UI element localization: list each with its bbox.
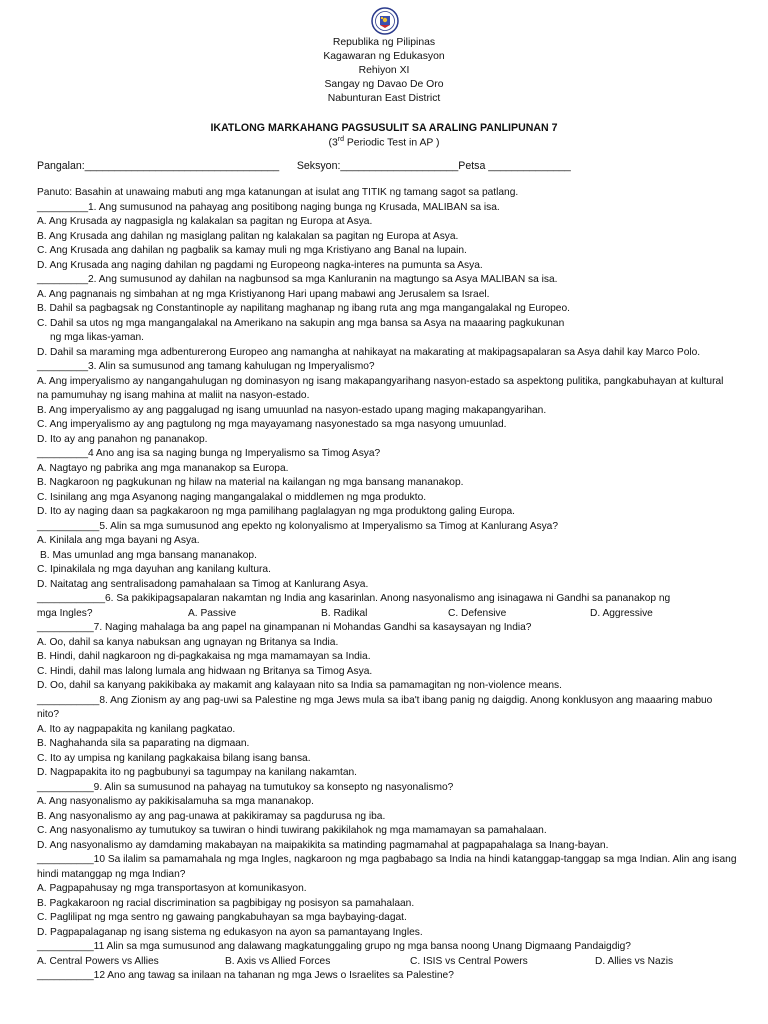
choice: C. Ito ay umpisa ng kanilang pagkakaisa bilang isang bansa. — [37, 752, 311, 764]
header-line: Republika ng Pilipinas — [332, 37, 436, 48]
choice: D. Oo, dahil sa kanyang pakikibaka ay makamit ang kalayaan nito sa India sa pamamagitan ng non-violence means. — [37, 680, 562, 691]
choice: A. Ang pagnanais ng simbahan at ng mga Kristiyanong Hari upang mabawi ang Jerusalem sa Israel. — [37, 288, 490, 300]
choice: B. Nagkaroon ng pagkukunan ng hilaw na material na kailangan ng mga bansang mananakop. — [37, 477, 464, 488]
question: _________1. Ang sumusunod na pahayag ang positibong naging bunga ng Krusada, MALIBAN sa isa. — [37, 201, 500, 213]
choice: A. Ang nasyonalismo ay pakikisalamuha sa mga mananakop. — [37, 796, 314, 807]
choice: C. Ipinakilala ng mga dayuhan ang kanilang kultura. — [37, 564, 271, 575]
choice: B. Ang nasyonalismo ay ang pag-unawa at pakikiramay sa pagdurusa ng iba. — [37, 810, 386, 822]
choice: C. Dahil sa utos ng mga mangangalakal na Amerikano na sakupin ang mga bansa sa Asya na maaaring pagkukunan — [37, 317, 565, 329]
choice: B. Ang imperyalismo ay ang paggalugad ng isang umuunlad na nasyon-estado upang maging makapangyarihan. — [37, 404, 547, 416]
choice: D. Ang nasyonalismo ay damdaming makabayan na maipakikita sa matinding pagmamahal at pagpapahalaga sa Inang-bayan. — [37, 839, 609, 851]
question: ___________5. Alin sa mga sumusunod ang epekto ng kolonyalismo at Imperyalismo sa Timog at Kanlurang Asya? — [37, 520, 559, 532]
header-line: Nabunturan East District — [327, 93, 441, 104]
question: _________3. Alin sa sumusunod ang tamang kahulugan ng Imperyalismo? — [37, 361, 375, 372]
question: ____________6. Sa pakikipagsapalaran nakamtan ng India ang kasarinlan. Anong nasyonalismo ang isinagawa ni Gandhi sa pananakop ng — [37, 593, 671, 604]
choice: C. Paglilipat ng mga sentro ng gawaing pangkabuhayan sa mga baybaying-dagat. — [37, 912, 407, 923]
choice: ng mga likas-yaman. — [50, 332, 144, 343]
deped-seal-icon — [371, 7, 399, 35]
header-line: Kagawaran ng Edukasyon — [323, 51, 445, 62]
choice: D. Naitatag ang sentralisadong pamahalaan sa Timog at Kanlurang Asya. — [37, 578, 369, 590]
choice: C. Ang imperyalismo ay ang pagtulong ng mga mayayamang nasyonestado sa mga nasyong umuunlad. — [37, 419, 507, 430]
choice: B. Axis vs Allied Forces — [225, 955, 331, 967]
student-fields — [37, 160, 571, 172]
question: __________11 Alin sa mga sumusunod ang dalawang magkatunggaling grupo ng mga bansa noong Unang Digmaang Pandaigdig? — [37, 941, 631, 952]
choice: B. Dahil sa pagbagsak ng Constantinople ay napilitang maghanap ng ibang ruta ang mga mangangalakal ng Europeo. — [37, 303, 570, 314]
choice: A. Kinilala ang mga bayani ng Asya. — [37, 535, 200, 546]
choice: B. Naghahanda sila sa paparating na digmaan. — [37, 738, 250, 749]
choice: D. Nagpapakita ito ng pagbubunyi sa tagumpay na kanilang nakamtan. — [37, 767, 357, 778]
question: __________10 Sa ilalim sa pamamahala ng mga Ingles, nagkaroon ng mga pagbabago sa India na hindi katanggap-tanggap sa mga Indian. Alin ang isang hindi matanggap ng mga Indian? — [37, 854, 737, 880]
name-label: Pangalan: — [37, 160, 85, 172]
choice: C. Ang nasyonalismo ay tumutukoy sa tuwiran o hindi tuwirang pakikilahok ng mga mamamayan sa pamahalaan. — [37, 825, 547, 836]
choice: A. Passive — [188, 607, 237, 619]
question-continued: mga Ingles? — [37, 607, 93, 619]
test-title: IKATLONG MARKAHANG PAGSUSULIT SA ARALING PANLIPUNAN 7 — [210, 122, 558, 134]
choice: C. Defensive — [448, 607, 507, 619]
section-label: Seksyon: — [296, 160, 341, 172]
question: ___________8. Ang Zionism ay ang pag-uwi sa Palestine ng mga Jews mula sa iba't ibang panig ng daigdig. Anong konklusyon ang maaaring mabuo nito? — [37, 694, 713, 720]
choice: B. Mas umunlad ang mga bansang mananakop. — [40, 549, 257, 561]
choice: A. Central Powers vs Allies — [37, 955, 159, 967]
choice: C. Hindi, dahil mas lalong lumala ang hidwaan ng Britanya sa Timog Asya. — [37, 665, 373, 677]
choice: A. Nagtayo ng pabrika ang mga mananakop sa Europa. — [37, 462, 289, 474]
choice: B. Pagkakaroon ng racial discrimination sa pagbibigay ng posisyon sa pamahalaan. — [37, 897, 415, 909]
choice: A. Ang imperyalismo ay nangangahulugan ng dominasyon ng isang makapangyarihang nasyon-estado sa aspektong pulitika, pangkabuhayan at kultural na pamumuhay ng isang mahina at maliit na nasyon-estado. — [37, 375, 724, 401]
instructions: Panuto: Basahin at unawaing mabuti ang mga katanungan at isulat ang TITIK ng tamang sagot sa patlang. — [37, 187, 519, 198]
choice: C. Isinilang ang mga Asyanong naging mangangalakal o middlemen ng mga produkto. — [37, 491, 427, 503]
choice: A. Oo, dahil sa kanya nabuksan ang ugnayan ng Britanya sa India. — [37, 636, 339, 648]
choice: C. Ang Krusada ang dahilan ng pagbalik sa kamay muli ng mga Kristiyano ang Banal na lupain. — [37, 245, 467, 256]
question: __________7. Naging mahalaga ba ang papel na ginampanan ni Mohandas Gandhi sa kasaysayan ng India? — [37, 622, 532, 633]
choice: B. Hindi, dahil nagkaroon ng di-pagkakaisa ng mga mamamayan sa India. — [37, 651, 371, 662]
header-line: Rehiyon XI — [358, 65, 410, 76]
question: __________9. Alin sa sumusunod na pahayag na tumutukoy sa konsepto ng nasyonalismo? — [37, 781, 454, 793]
choice: D. Ito ay ang panahon ng pananakop. — [37, 433, 208, 445]
choice: D. Pagpapalaganap ng isang sistema ng edukasyon na ayon sa pamantayang Ingles. — [37, 926, 423, 938]
choice: D. Allies vs Nazis — [595, 955, 674, 967]
choice: D. Ang Krusada ang naging dahilan ng pagdami ng Europeong nagka-interes na pumunta sa Asya. — [37, 259, 483, 271]
question: __________12 Ano ang tawag sa inilaan na tahanan ng mga Jews o Israelites sa Palestine? — [37, 970, 454, 981]
name-field[interactable]: _________________________________ — [84, 160, 280, 172]
header-line: Sangay ng Davao De Oro — [324, 79, 444, 90]
choice: C. ISIS vs Central Powers — [410, 955, 528, 967]
choice: B. Ang Krusada ang dahilan ng masiglang palitan ng kalakalan sa pagitan ng Europa at Asya. — [37, 230, 459, 242]
date-field[interactable]: ______________ — [488, 160, 571, 172]
choice: A. Pagpapahusay ng mga transportasyon at komunikasyon. — [37, 883, 307, 894]
test-subtitle: (3rd Periodic Test in AP ) — [328, 136, 440, 149]
choices-inline — [37, 955, 737, 970]
date-label: Petsa — [458, 160, 486, 172]
question: _________4 Ano ang isa sa naging bunga ng Imperyalismo sa Timog Asya? — [37, 448, 381, 459]
question: _________2. Ang sumusunod ay dahilan na nagbunsod sa mga Kanluranin na magtungo sa Asya MALIBAN sa isa. — [37, 274, 558, 285]
choice: B. Radikal — [321, 607, 368, 619]
choice: A. Ito ay nagpapakita ng kanilang pagkatao. — [37, 723, 236, 735]
section-field[interactable]: ____________________ — [340, 160, 459, 172]
choice: D. Aggressive — [590, 607, 653, 619]
questions — [37, 186, 737, 984]
choice: D. Dahil sa maraming mga adbenturerong Europeo ang namangha at nahikayat na makarating at makipagsapalaran sa Asya dahil kay Marco Polo. — [37, 346, 701, 358]
choice: D. Ito ay naging daan sa pagkakaroon ng mga pamilihang paglalagyan ng mga produktong galing Europa. — [37, 506, 516, 517]
choices-inline — [37, 607, 737, 622]
choice: A. Ang Krusada ay nagpasigla ng kalakalan sa pagitan ng Europa at Asya. — [37, 216, 373, 227]
